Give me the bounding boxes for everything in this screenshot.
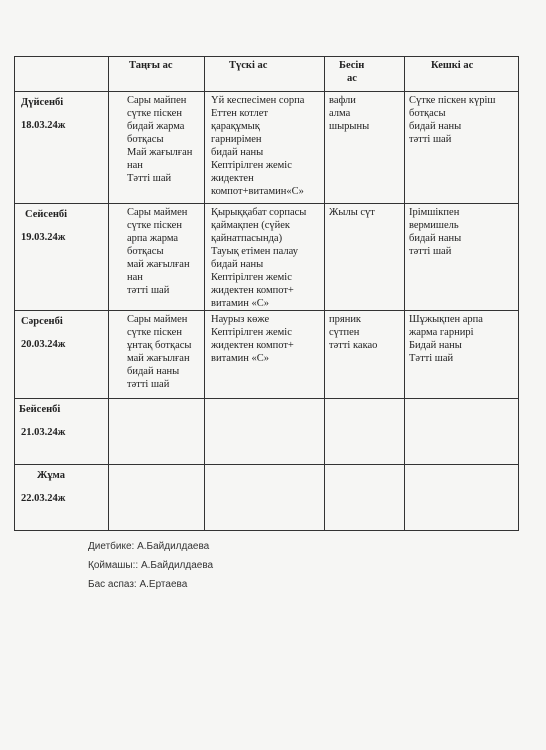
meal-line: Тәтті шай — [409, 353, 454, 364]
signature-storekeeper: Қоймашы:: А.Байдилдаева — [88, 560, 214, 571]
meal-line: май жағылған — [127, 353, 190, 364]
meal-line: ұнтақ ботқасы — [127, 340, 192, 351]
meal-line: бидай жарма — [127, 121, 185, 132]
meal-line: қаймақпен (сүйек — [211, 220, 291, 231]
meal-lines — [127, 94, 204, 185]
meal-line: қарақұмық — [211, 121, 260, 132]
meal-lines — [211, 94, 324, 198]
meal-line: нан — [127, 160, 143, 171]
day-row — [15, 465, 519, 531]
meal-cell-breakfast — [109, 204, 205, 311]
meal-line: нан — [127, 272, 143, 283]
meal-line: Үй кеспесімен сорпа — [211, 95, 305, 106]
day-cell — [15, 204, 109, 311]
signature-chef: Бас аспаз: А.Ертаева — [88, 579, 188, 590]
meal-line: тәтті шай — [127, 379, 170, 390]
meal-lines — [211, 313, 324, 365]
meal-line: витамин «С» — [211, 353, 269, 364]
day-name: Бейсенбі — [19, 404, 61, 415]
meal-line: вафли — [329, 95, 356, 106]
meal-line: Кептірілген жеміс — [211, 272, 292, 283]
meal-line: Кептірілген жеміс — [211, 160, 292, 171]
meal-line: қайнатпасында) — [211, 233, 283, 244]
meal-cell-dinner — [405, 311, 519, 399]
day-cell — [15, 465, 109, 531]
meal-cell-lunch — [205, 204, 325, 311]
meal-line: жидектен — [211, 173, 254, 184]
meal-line: ботқасы — [127, 134, 164, 145]
meal-cell-lunch — [205, 311, 325, 399]
day-cell — [15, 92, 109, 204]
meal-line: бидай наны — [211, 147, 264, 158]
meal-cell-lunch — [205, 399, 325, 465]
meal-line: жидектен компот+ — [211, 340, 294, 351]
meal-cell-breakfast — [109, 311, 205, 399]
day-row — [15, 311, 519, 399]
meal-line: Қырыққабат сорпасы — [211, 207, 307, 218]
meal-line: Жылы сүт — [329, 207, 375, 218]
meal-cell-lunch — [205, 92, 325, 204]
meal-line: Сүтке піскен күріш — [409, 95, 496, 106]
meal-cell-dinner — [405, 92, 519, 204]
meal-line: сүтке піскен — [127, 220, 182, 231]
day-name: Жұма — [37, 470, 65, 481]
day-date: 19.03.24ж — [21, 232, 66, 243]
meal-line: бидай наны — [409, 233, 462, 244]
header-row — [15, 57, 519, 92]
meal-line: Тәтті шай — [127, 173, 172, 184]
meal-cell-dinner — [405, 204, 519, 311]
day-cell — [15, 399, 109, 465]
day-name: Сейсенбі — [25, 209, 68, 220]
meal-lines — [127, 313, 204, 391]
meal-lines — [211, 206, 324, 310]
day-name: Сәрсенбі — [21, 316, 63, 327]
header-snack: Бесін ас — [325, 57, 405, 92]
meal-lines — [409, 313, 518, 365]
day-name: Дүйсенбі — [21, 97, 64, 108]
meal-line: бидай наны — [127, 366, 180, 377]
day-row — [15, 92, 519, 204]
meal-line: тәтті шай — [127, 285, 170, 296]
header-dinner: Кешкі ас — [405, 57, 519, 92]
meal-line: Тауық етімен палау — [211, 246, 299, 257]
meal-line: компот+витамин«С» — [211, 186, 304, 197]
meal-line: май жағылған — [127, 259, 190, 270]
meal-line: алма — [329, 108, 351, 119]
meal-cell-dinner — [405, 465, 519, 531]
header-day-cell — [15, 57, 109, 92]
meal-lines — [329, 313, 404, 352]
signature-dietician: Диетбике: А.Байдилдаева — [88, 541, 210, 552]
day-date: 20.03.24ж — [21, 339, 66, 350]
meal-lines — [409, 94, 518, 146]
header-lunch: Түскі ас — [205, 57, 325, 92]
meal-line: арпа жарма — [127, 233, 179, 244]
meal-line: ботқасы — [127, 246, 164, 257]
meal-line: тәтті шай — [409, 246, 452, 257]
meal-line: жарма гарнирі — [409, 327, 474, 338]
meal-line: Шұжықпен арпа — [409, 314, 483, 325]
meal-line: бидай наны — [409, 121, 462, 132]
meal-cell-breakfast — [109, 399, 205, 465]
meal-line: Ірімшікпен — [409, 207, 460, 218]
meal-cell-snack — [325, 399, 405, 465]
meal-line: бидай наны — [211, 259, 264, 270]
meal-lines — [329, 206, 404, 219]
day-date: 22.03.24ж — [21, 493, 66, 504]
meal-line: Сары майпен — [127, 95, 187, 106]
meal-cell-snack — [325, 204, 405, 311]
meal-cell-breakfast — [109, 465, 205, 531]
meal-line: сүтпен — [329, 327, 360, 338]
meal-cell-snack — [325, 465, 405, 531]
meal-line: Сары маймен — [127, 314, 188, 325]
meal-cell-lunch — [205, 465, 325, 531]
meal-line: сүтке піскен — [127, 108, 182, 119]
day-date: 18.03.24ж — [21, 120, 66, 131]
meal-line: Бидай наны — [409, 340, 462, 351]
meal-lines — [127, 206, 204, 297]
meal-line: пряник — [329, 314, 362, 325]
weekly-menu-table — [14, 56, 519, 531]
meal-line: гарнирімен — [211, 134, 262, 145]
meal-lines — [409, 206, 518, 258]
meal-line: тәтті шай — [409, 134, 452, 145]
meal-line: шырыны — [329, 121, 370, 132]
meal-line: вермишель — [409, 220, 459, 231]
meal-cell-snack — [325, 92, 405, 204]
meal-line: ботқасы — [409, 108, 446, 119]
meal-cell-snack — [325, 311, 405, 399]
meal-line: тәтті какао — [329, 340, 378, 351]
meal-line: Кептірілген жеміс — [211, 327, 292, 338]
day-cell — [15, 311, 109, 399]
meal-line: Наурыз көже — [211, 314, 270, 325]
meal-cell-dinner — [405, 399, 519, 465]
day-date: 21.03.24ж — [21, 427, 66, 438]
meal-line: Май жағылған — [127, 147, 193, 158]
meal-lines — [329, 94, 404, 133]
day-row — [15, 204, 519, 311]
meal-line: Еттен котлет — [211, 108, 268, 119]
day-row — [15, 399, 519, 465]
meal-line: витамин «С» — [211, 298, 269, 309]
meal-cell-breakfast — [109, 92, 205, 204]
header-breakfast: Таңғы ас — [109, 57, 205, 92]
meal-line: жидектен компот+ — [211, 285, 294, 296]
meal-line: Сары маймен — [127, 207, 188, 218]
meal-line: сүтке піскен — [127, 327, 182, 338]
